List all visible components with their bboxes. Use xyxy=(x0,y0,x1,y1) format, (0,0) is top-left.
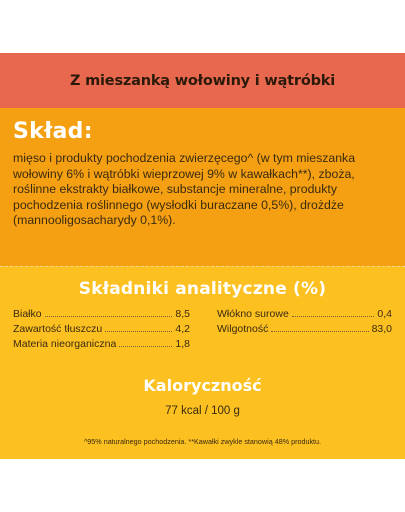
nutrient-value: 1,8 xyxy=(175,338,190,350)
top-margin xyxy=(0,0,405,53)
footnote: ^95% naturalnego pochodzenia. **Kawałki zwykle stanowią 48% produktu. xyxy=(83,437,322,446)
nutrient-row-fiber xyxy=(217,306,392,320)
leader-dots xyxy=(119,345,172,347)
nutrient-value: 0,4 xyxy=(377,308,392,320)
leader-dots xyxy=(271,330,368,332)
flavor-title: Z mieszanką wołowiny i wątróbki xyxy=(69,72,336,89)
composition-title: Skład: xyxy=(13,119,93,144)
nutrient-label: Materia nieorganiczna xyxy=(13,338,117,350)
analytical-title: Składniki analityczne (%) xyxy=(78,279,327,299)
leader-dots xyxy=(292,315,375,317)
flavor-banner xyxy=(0,53,405,108)
nutrient-row-protein xyxy=(13,306,190,320)
calories-title: Kaloryczność xyxy=(143,376,262,395)
nutrient-row-moisture xyxy=(217,321,392,335)
nutrient-label: Zawartość tłuszczu xyxy=(13,323,103,335)
section-divider xyxy=(0,266,405,267)
nutrient-value: 4,2 xyxy=(175,323,190,335)
composition-text: mięso i produkty pochodzenia zwierzęcego^ (w tym mieszanka wołowiny 6% i wątróbki wieprzowej 9% w kawałkach**), zboża, roślinne ekstrakty białkowe, substancje mineralne, produkty pochodzenia roślinnego (wysłodki buraczane 0,5%), drożdże (mannooligosacharydy 0,1%). xyxy=(13,151,356,228)
nutrient-row-ash xyxy=(13,336,190,350)
calories-value: 77 kcal / 100 g xyxy=(165,405,240,417)
nutrient-label: Włókno surowe xyxy=(217,308,289,320)
nutrient-row-fat xyxy=(13,321,190,335)
leader-dots xyxy=(45,315,173,317)
nutrient-value: 83,0 xyxy=(371,323,392,335)
leader-dots xyxy=(105,330,172,332)
nutrient-label: Białko xyxy=(13,308,42,320)
nutrient-value: 8,5 xyxy=(175,308,190,320)
nutrient-label: Wilgotność xyxy=(217,323,269,335)
